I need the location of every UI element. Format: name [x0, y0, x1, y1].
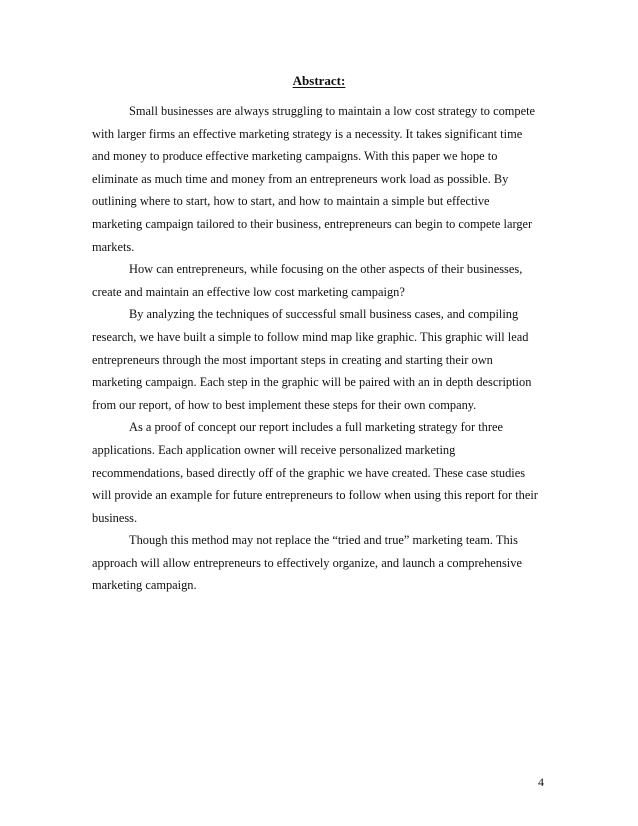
paragraph-1: Small businesses are always struggling to maintain a low cost strategy to compete with larger firms an effective marketing strategy is a necessity. It takes significant time and money to produce effective marketing campaigns. With this paper we hope to eliminate as much time and money from an entrepreneurs work load as possible. By outlining where to start, how to start, and how to maintain a simple but effective marketing campaign tailored to their business, entrepreneurs can begin to compete larger markets. [92, 104, 536, 254]
page-number: 4 [538, 775, 544, 789]
paragraph-3: By analyzing the techniques of successful small business cases, and compiling research, we have built a simple to follow mind map like graphic. This graphic will lead entrepreneurs through the most important steps in creating and starting their own marketing campaign. Each step in the graphic will be paired with an in depth description from our report, of how to best implement these steps for their own company. [92, 307, 532, 412]
abstract-heading: Abstract: [292, 73, 346, 88]
paragraph-4: As a proof of concept our report includes a full marketing strategy for three applications. Each application owner will receive personalized marketing recommendations, based directly off of the graphic we have created. These case studies will provide an example for future entrepreneurs to follow when using this report for their business. [92, 420, 538, 525]
paragraph-2: How can entrepreneurs, while focusing on the other aspects of their businesses, create and maintain an effective low cost marketing campaign? [92, 262, 523, 299]
abstract-body [92, 100, 542, 597]
paragraph-5: Though this method may not replace the “tried and true” marketing team. This approach will allow entrepreneurs to effectively organize, and launch a comprehensive marketing campaign. [92, 533, 522, 593]
